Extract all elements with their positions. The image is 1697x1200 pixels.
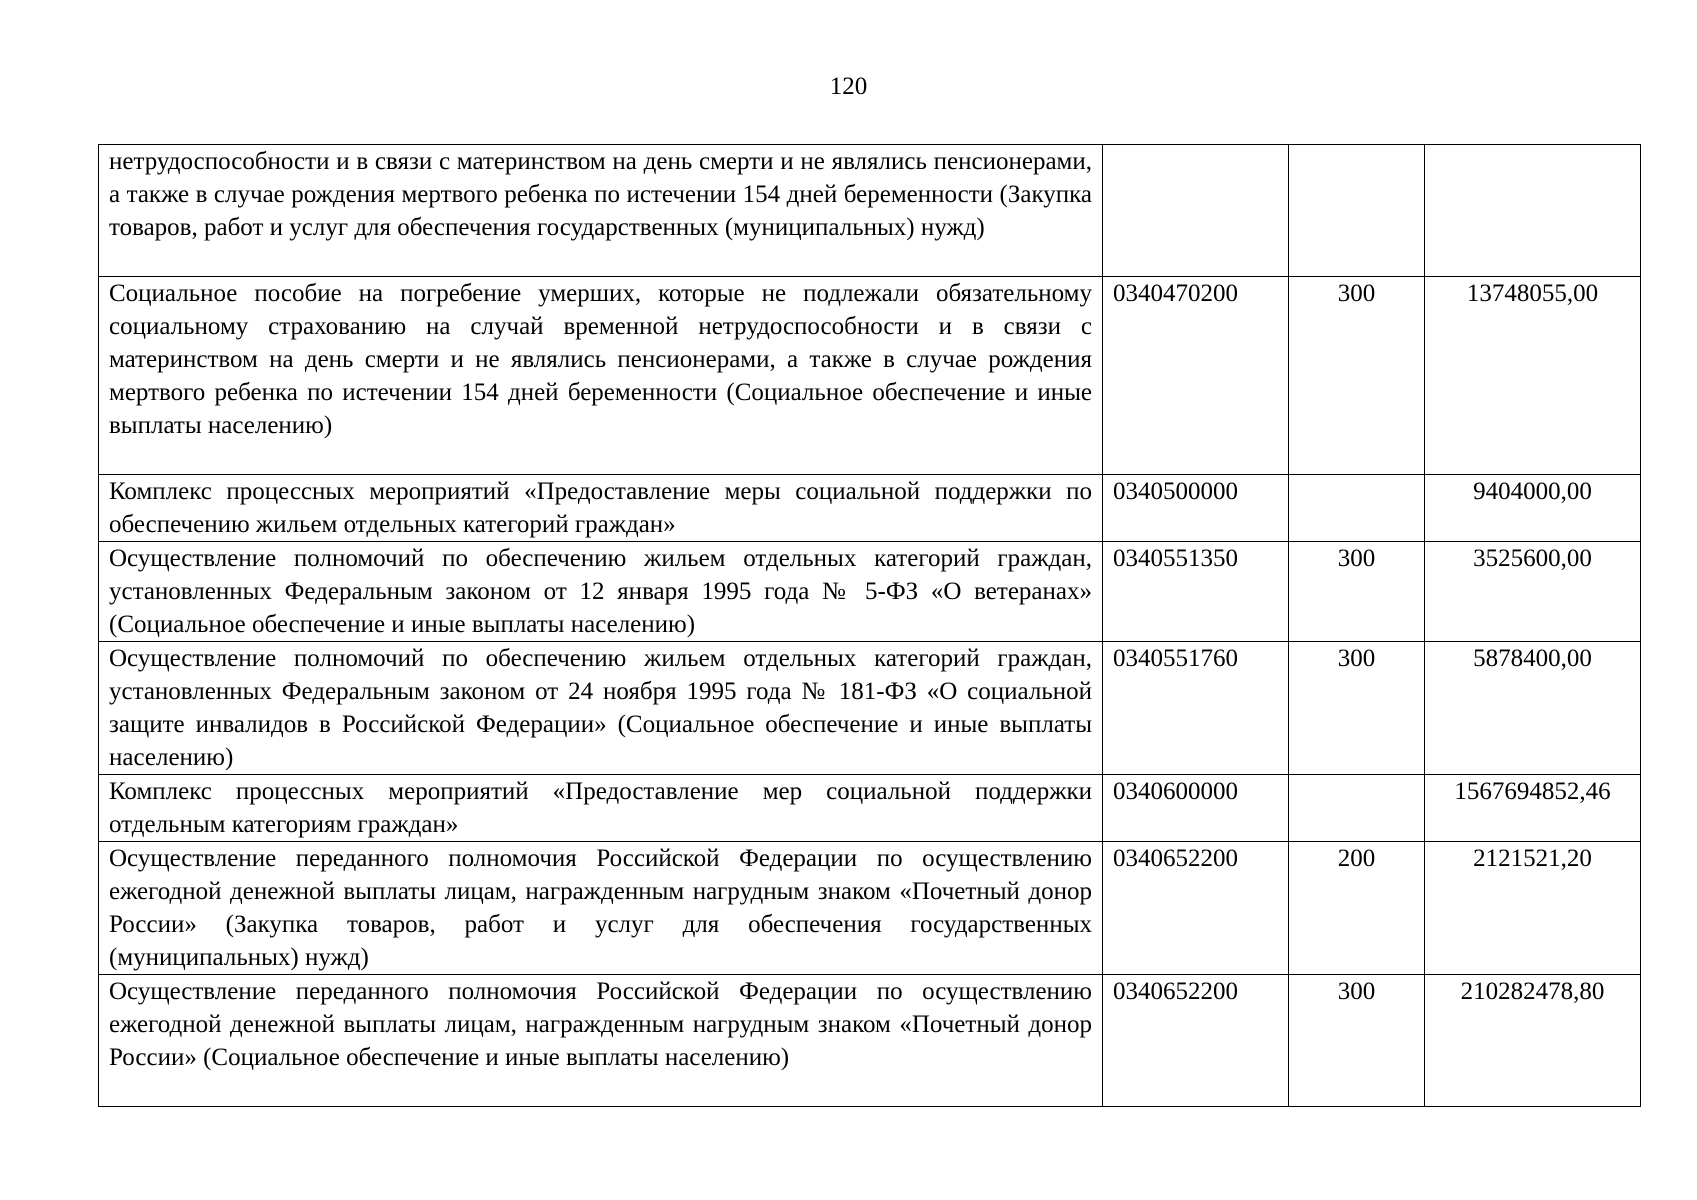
row-amount: 13748055,00	[1425, 277, 1641, 475]
row-description: Социальное пособие на погребение умерших, которые не подлежали обязательному социальному страхованию на случай временной нетрудоспособности и в связи с материнством на день смерти и не являлись пенсионерами, а также в случае рождения мертвого ребенка по истечении 154 дней беременности (Социальное обеспечение и иные выплаты населению)	[99, 277, 1103, 475]
row-expense-type	[1289, 145, 1425, 277]
row-code: 0340600000	[1103, 775, 1289, 842]
row-amount	[1425, 145, 1641, 277]
row-amount: 5878400,00	[1425, 642, 1641, 775]
table-row	[99, 277, 1641, 475]
row-expense-type: 300	[1289, 642, 1425, 775]
row-expense-type: 200	[1289, 842, 1425, 975]
row-code: 0340551760	[1103, 642, 1289, 775]
row-description: Осуществление полномочий по обеспечению жильем отдельных категорий граждан, установленных Федеральным законом от 12 января 1995 года № 5-ФЗ «О ветеранах» (Социальное обеспечение и иные выплаты населению)	[99, 542, 1103, 642]
table-row	[99, 542, 1641, 642]
row-code: 0340470200	[1103, 277, 1289, 475]
row-amount: 9404000,00	[1425, 475, 1641, 542]
row-expense-type: 300	[1289, 277, 1425, 475]
row-description: Комплекс процессных мероприятий «Предоставление мер социальной поддержки отдельным категориям граждан»	[99, 775, 1103, 842]
table-row	[99, 145, 1641, 277]
row-expense-type	[1289, 475, 1425, 542]
row-expense-type: 300	[1289, 542, 1425, 642]
table-row	[99, 642, 1641, 775]
row-expense-type	[1289, 775, 1425, 842]
row-code: 0340652200	[1103, 975, 1289, 1107]
table-row	[99, 475, 1641, 542]
row-amount: 1567694852,46	[1425, 775, 1641, 842]
table-row	[99, 775, 1641, 842]
row-code	[1103, 145, 1289, 277]
row-amount: 3525600,00	[1425, 542, 1641, 642]
table-row	[99, 975, 1641, 1107]
row-amount: 2121521,20	[1425, 842, 1641, 975]
table-row	[99, 842, 1641, 975]
row-description: Осуществление переданного полномочия Российской Федерации по осуществлению ежегодной денежной выплаты лицам, награжденным нагрудным знаком «Почетный донор России» (Социальное обеспечение и иные выплаты населению)	[99, 975, 1103, 1107]
page-number: 120	[829, 73, 868, 100]
row-description: Комплекс процессных мероприятий «Предоставление меры социальной поддержки по обеспечению жильем отдельных категорий граждан»	[99, 475, 1103, 542]
budget-table	[98, 144, 1641, 1107]
row-expense-type: 300	[1289, 975, 1425, 1107]
row-amount: 210282478,80	[1425, 975, 1641, 1107]
row-description: нетрудоспособности и в связи с материнством на день смерти и не являлись пенсионерами, а также в случае рождения мертвого ребенка по истечении 154 дней беременности (Закупка товаров, работ и услуг для обеспечения государственных (муниципальных) нужд)	[99, 145, 1103, 277]
row-description: Осуществление полномочий по обеспечению жильем отдельных категорий граждан, установленных Федеральным законом от 24 ноября 1995 года № 181-ФЗ «О социальной защите инвалидов в Российской Федерации» (Социальное обеспечение и иные выплаты населению)	[99, 642, 1103, 775]
row-description: Осуществление переданного полномочия Российской Федерации по осуществлению ежегодной денежной выплаты лицам, награжденным нагрудным знаком «Почетный донор России» (Закупка товаров, работ и услуг для обеспечения государственных (муниципальных) нужд)	[99, 842, 1103, 975]
row-code: 0340500000	[1103, 475, 1289, 542]
row-code: 0340652200	[1103, 842, 1289, 975]
row-code: 0340551350	[1103, 542, 1289, 642]
